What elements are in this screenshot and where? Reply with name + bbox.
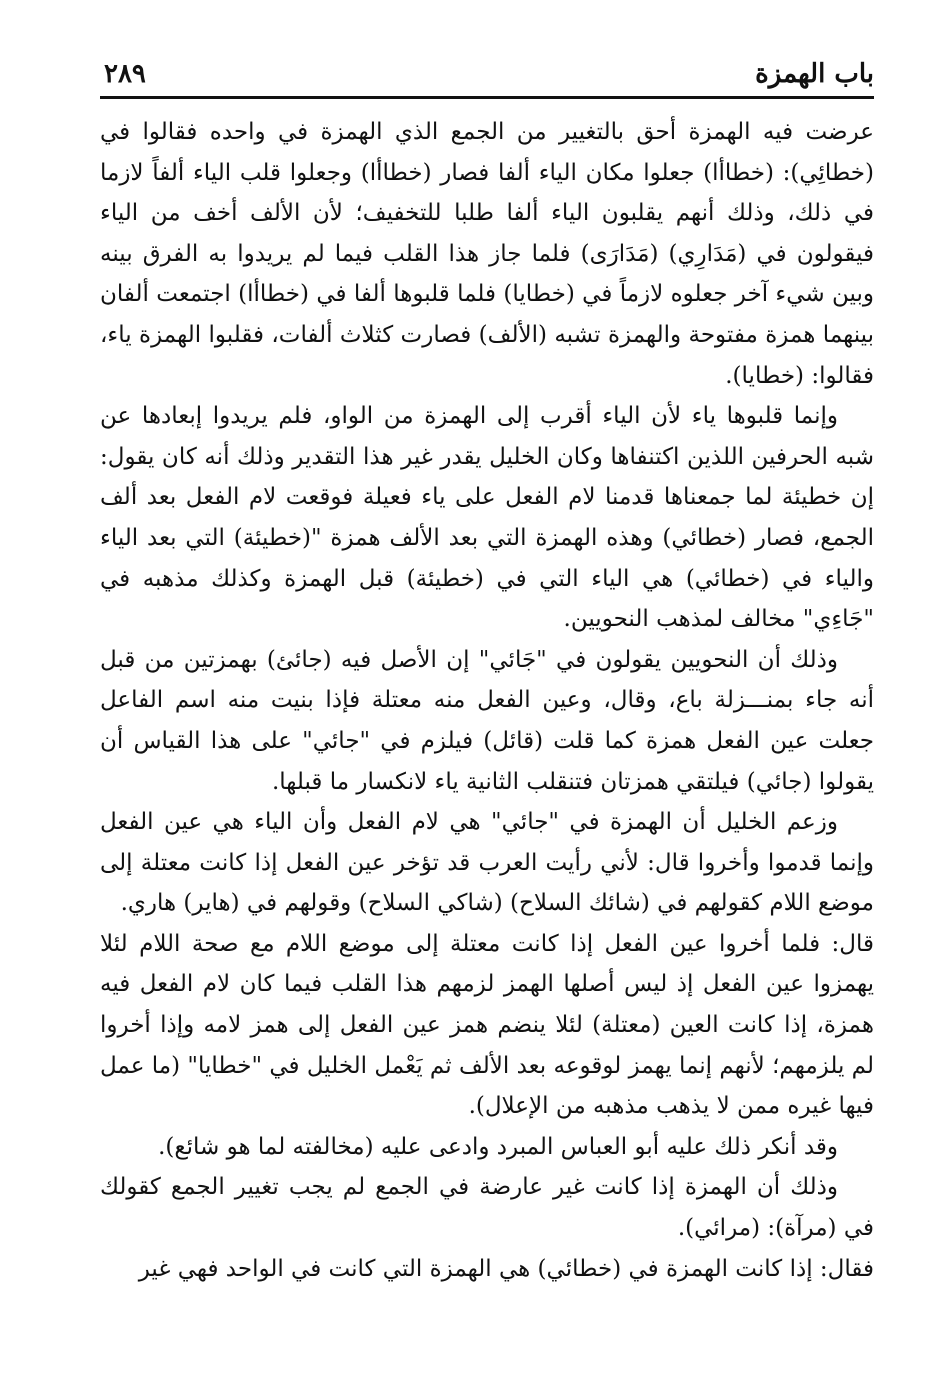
paragraph: وذلك أن الهمزة إذا كانت غير عارضة في الجمع لم يجب تغيير الجمع كقولك في (مرآة): (مرائي). [100,1174,874,1242]
paragraph: فقال: إذا كانت الهمزة في (خطائي) هي الهمزة التي كانت في الواحد فهي غير [138,1255,874,1282]
paragraph: وإنما قلبوها ياء لأن الياء أقرب إلى الهمزة من الواو، فلم يريدوا إبعادها عن شبه الحرفين اللذين اكتنفاها وكان الخليل يقدر غير هذا التقدير وذلك أنه كان يقول: إن خطيئة لما جمعناها قدمنا لام الفعل على ياء فعيلة فوقعت لام الفعل بعد ألف الجمع، فصار (خطائي) وهذه الهمزة التي بعد الألف همزة "(خطيئة) التي بعد الياء والياء في (خطائي) هي الياء التي في (خطيئة) قبل الهمزة وكذلك مذهبه في "جَاءِي" مخالف لمذهب النحويين. [100,403,874,633]
paragraph: قال: فلما أخروا عين الفعل إذا كانت معتلة إلى موضع اللام مع صحة اللام لئلا يهمزوا عين الفعل إذ ليس أصلها الهمز لزمهم هذا القلب فيما كان لام الفعل فيه همزة، إذا كانت العين (معتلة) لئلا ينضم همز عين الفعل إلى همز لامه وإذا أخروا لم يلزمهم؛ لأنهم إنما يهمز لوقوعه بعد الألف ثم يَعْمل الخليل في "خطايا" (ما عمل فيها غيره ممن لا يذهب مذهبه من الإعلال). [100,930,874,1120]
paragraph: عرضت فيه الهمزة أحق بالتغيير من الجمع الذي الهمزة في واحده فقالوا في (خطائِي): (خطاأا) جعلوا مكان الياء ألفا فصار (خطاأا) وجعلوا قلب الياء ألفاً لازما في ذلك، وذلك أنهم يقلبون الياء ألفا طلبا للتخفيف؛ لأن الألف أخف من الياء فيقولون في (مَدَارِي) (مَدَارَى) فلما جاز هذا القلب فيما لم يريدوا به الفرق بينه وبين شيء آخر جعلوه لازماً في (خطايا) فلما قلبوها ألفا في (خطاأا) اجتمعت ألفان بينهما همزة مفتوحة والهمزة تشبه (الألف) فصارت كثلاث ألفات، فقلبوا الهمزة ياء، فقالوا: (خطايا). [100,119,874,389]
body-text [100,112,874,1289]
paragraph: وزعم الخليل أن الهمزة في "جائي" هي لام الفعل وأن الياء هي عين الفعل وإنما قدموا وأخروا قال: لأني رأيت العرب قد تؤخر عين الفعل إذا كانت معتلة إلى موضع اللام كقولهم في (شائك السلاح) (شاكي السلاح) وقولهم في (هاير) هاري. [100,809,874,917]
paragraph: وقد أنكر ذلك عليه أبو العباس المبرد وادعى عليه (مخالفته لما هو شائع). [158,1133,838,1160]
chapter-title: باب الهمزة [755,59,874,89]
header-rule [100,96,874,99]
running-head [100,52,874,96]
page-number: ٢٨٩ [104,59,146,89]
paragraph: وذلك أن النحويين يقولون في "جَائي" إن الأصل فيه (جائئ) بهمزتين من قبل أنه جاء بمنـــزلة باع، وقال، وعين الفعل منه معتلة فإذا بنيت منه اسم الفاعل جعلت عين الفعل همزة كما قلت (قائل) فيلزم في "جائي" على هذا القياس أن يقولوا (جائي) فيلتقي همزتان فتنقلب الثانية ياء لانكسار ما قبلها. [100,646,874,795]
